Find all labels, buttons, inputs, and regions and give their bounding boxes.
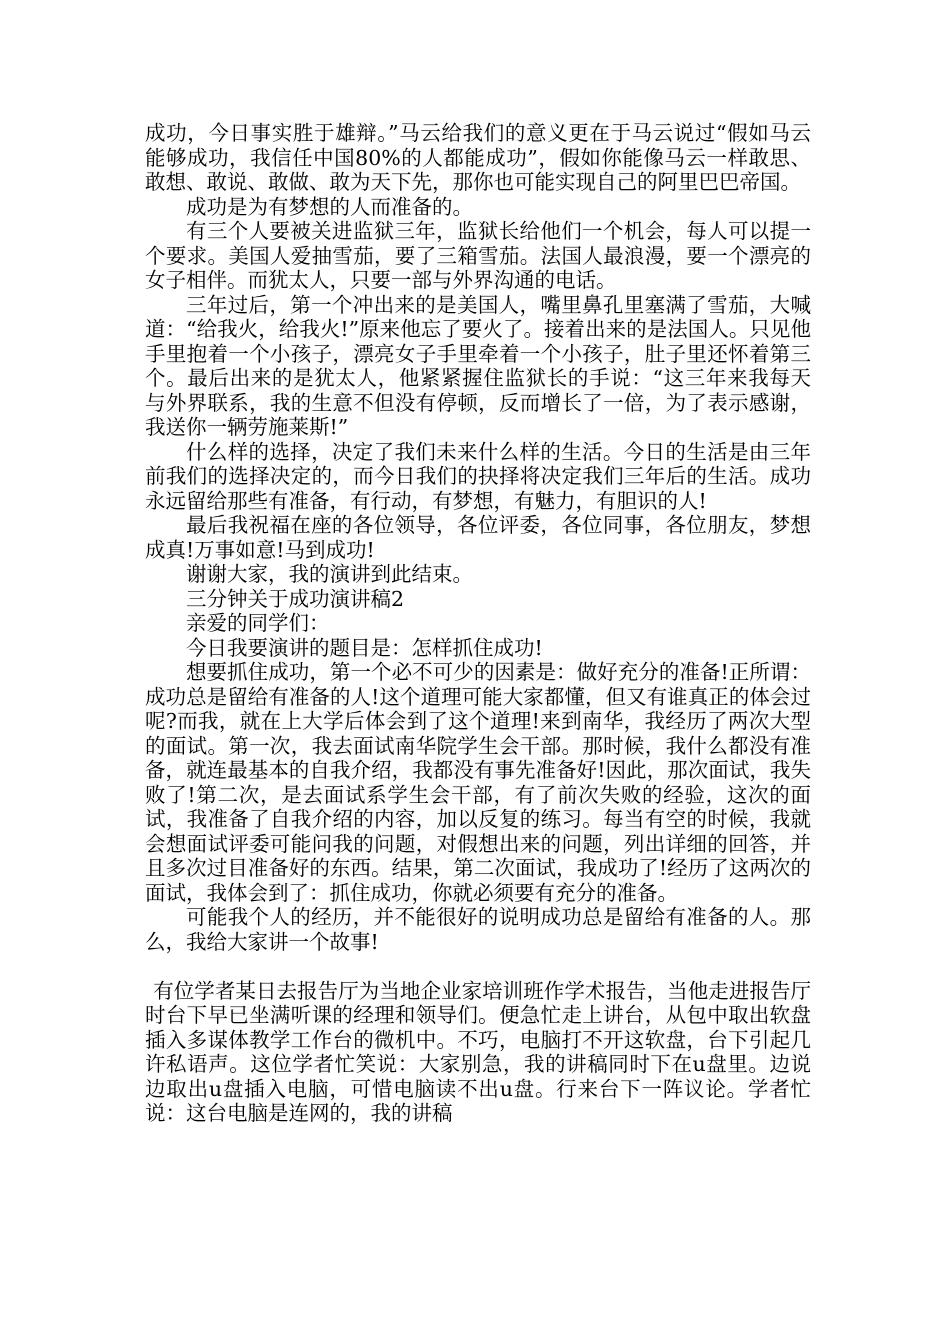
paragraph-three-years-later: 三年过后，第一个冲出来的是美国人，嘴里鼻孔里塞满了雪茄，大喊道：“给我火，给我火!”原来他忘了要火了。接着出来的是法国人。只见他手里抱着一个小孩子，漂亮女子手里牵着一个小孩子，肚子里还怀着第三个。最后出来的是犹太人，他紧紧握住监狱长的手说：“这三年来我每天与外界联系，我的生意不但没有停顿，反而增长了一倍，为了表示感谢，我送你一辆劳施莱斯!” [145,292,811,439]
paragraph-blessing: 最后我祝福在座的各位领导，各位评委，各位同事，各位朋友，梦想成真!万事如意!马到成功! [145,513,811,562]
paragraph-story-intro: 可能我个人的经历，并不能很好的说明成功总是留给有准备的人。那么，我给大家讲一个故事! [145,905,811,954]
paragraph-thanks: 谢谢大家，我的演讲到此结束。 [186,562,473,586]
section-heading-speech-2: 三分钟关于成功演讲稿2 [186,586,405,611]
paragraph-preparation: 想要抓住成功，第一个必不可少的因素是：做好充分的准备!正所谓：成功总是留给有准备的人!这个道理可能大家都懂，但又有谁真正的体会过呢?而我，就在上大学后体会到了这个道理!来到南华，我经历了两次大型的面试。第一次，我去面试南华院学生会干部。那时候，我什么都没有准备，就连最基本的自我介绍，我都没有事先准备好!因此，那次面试，我失败了!第二次，是去面试系学生会干部，有了前次失败的经验，这次的面试，我准备了自我介绍的内容，加以反复的练习。每当有空的时候，我就会想面试评委可能问我的问题，对假想出来的问题，列出详细的回答，并且多次过目准备好的东西。结果，第二次面试，我成功了!经历了这两次的面试，我体会到了：抓住成功，你就必须要有充分的准备。 [145,660,811,905]
paragraph-mayun-conclusion: 成功，今日事实胜于雄辩。”马云给我们的意义更在于马云说过“假如马云能够成功，我信任中国80%的人都能成功”，假如你能像马云一样敢思、敢想、敢说、敢做、敢为天下先，那你也可能实现自己的阿里巴巴帝国。 [145,121,811,194]
paragraph-scholar-story: 有位学者某日去报告厅为当地企业家培训班作学术报告，当他走进报告厅时台下早已坐满听课的经理和领导们。便急忙走上讲台，从包中取出软盘插入多谋体教学工作台的微机中。不巧，电脑打不开这软盘，台下引起几许私语声。这位学者忙笑说：大家别急，我的讲稿同时下在u盘里。边说边取出u盘插入电脑，可惜电脑读不出u盘。行来台下一阵议论。学者忙说：这台电脑是连网的，我的讲稿 [145,978,811,1125]
paragraph-three-prisoners: 有三个人要被关进监狱三年，监狱长给他们一个机会，每人可以提一个要求。美国人爱抽雪茄，要了三箱雪茄。法国人最浪漫，要一个漂亮的女子相伴。而犹太人，只要一部与外界沟通的电话。 [145,219,811,292]
paragraph-greeting: 亲爱的同学们： [186,611,330,635]
document-page [145,121,811,1126]
paragraph-speech-topic: 今日我要演讲的题目是：怎样抓住成功! [186,635,543,660]
paragraph-success-for-dreamers: 成功是为有梦想的人而准备的。 [186,194,473,219]
paragraph-gap [145,954,811,979]
paragraph-choice-decides-life: 什么样的选择，决定了我们未来什么样的生活。今日的生活是由三年前我们的选择决定的，而今日我们的抉择将决定我们三年后的生活。成功永远留给那些有准备，有行动，有梦想，有魅力，有胆识的人! [145,439,811,513]
